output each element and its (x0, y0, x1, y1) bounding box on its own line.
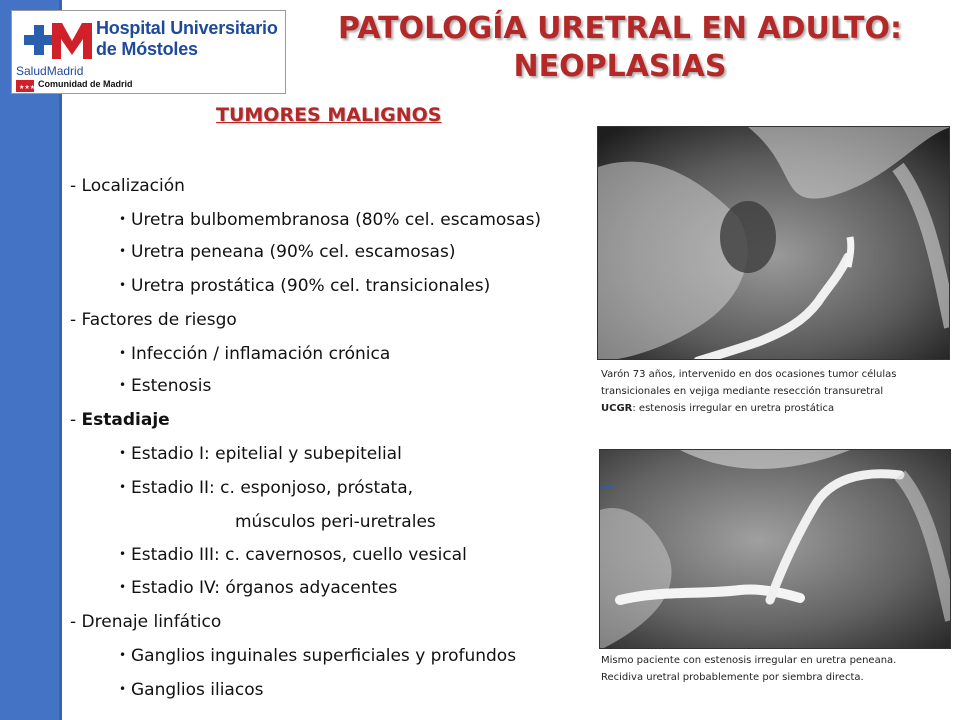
page-title: PATOLOGÍA URETRAL EN ADULTO: NEOPLASIAS (337, 11, 903, 84)
caption-1: Varón 73 años, intervenido en dos ocasiones tumor células transicionales en vejiga mediante resección transuretral UCGR: estenosis irregular en uretra prostática (601, 369, 897, 414)
svg-text:★★★: ★★★ (19, 84, 36, 91)
comunidad-madrid-label: Comunidad de Madrid (38, 79, 133, 89)
caption-2: Mismo paciente con estenosis irregular en uretra peneana. Recidiva uretral probablemente por siembra directa. (601, 655, 897, 683)
list-item: • Estenosis (131, 376, 211, 396)
list-item: músculos peri-uretrales (235, 512, 436, 532)
list-item: - Factores de riesgo (70, 310, 237, 330)
urethrogram-image-1 (597, 126, 950, 360)
hospital-name: Hospital Universitario de Móstoles (96, 18, 278, 59)
hospital-logo (11, 10, 286, 94)
list-item: • Estadio I: epitelial y subepitelial (131, 444, 402, 464)
list-item: • Estadio III: c. cavernosos, cuello vesical (131, 545, 467, 565)
urethrogram-image-2 (599, 449, 951, 649)
xray-image-2 (600, 450, 951, 649)
list-item: • Ganglios inguinales superficiales y profundos (131, 646, 516, 666)
section-subtitle: TUMORES MALIGNOS (216, 104, 442, 126)
list-item: - Localización (70, 176, 185, 196)
salud-madrid-label: SaludMadrid (16, 64, 84, 78)
list-item: • Uretra bulbomembranosa (80% cel. escamosas) (131, 210, 541, 230)
xray-image-1 (598, 127, 950, 360)
list-item: - Drenaje linfático (70, 612, 222, 632)
staging-heading: Estadiaje (81, 410, 170, 430)
left-sidebar-band (0, 0, 62, 720)
list-item: • Uretra prostática (90% cel. transicionales) (131, 276, 490, 296)
list-item: • Estadio IV: órganos adyacentes (131, 578, 397, 598)
list-item: - Estadiaje (70, 410, 170, 430)
list-item: • Infección / inflamación crónica (131, 344, 390, 364)
list-item: • Ganglios iliacos (131, 680, 263, 700)
list-item: • Estadio II: c. esponjoso, próstata, (131, 478, 413, 498)
list-item: • Uretra peneana (90% cel. escamosas) (131, 242, 455, 262)
